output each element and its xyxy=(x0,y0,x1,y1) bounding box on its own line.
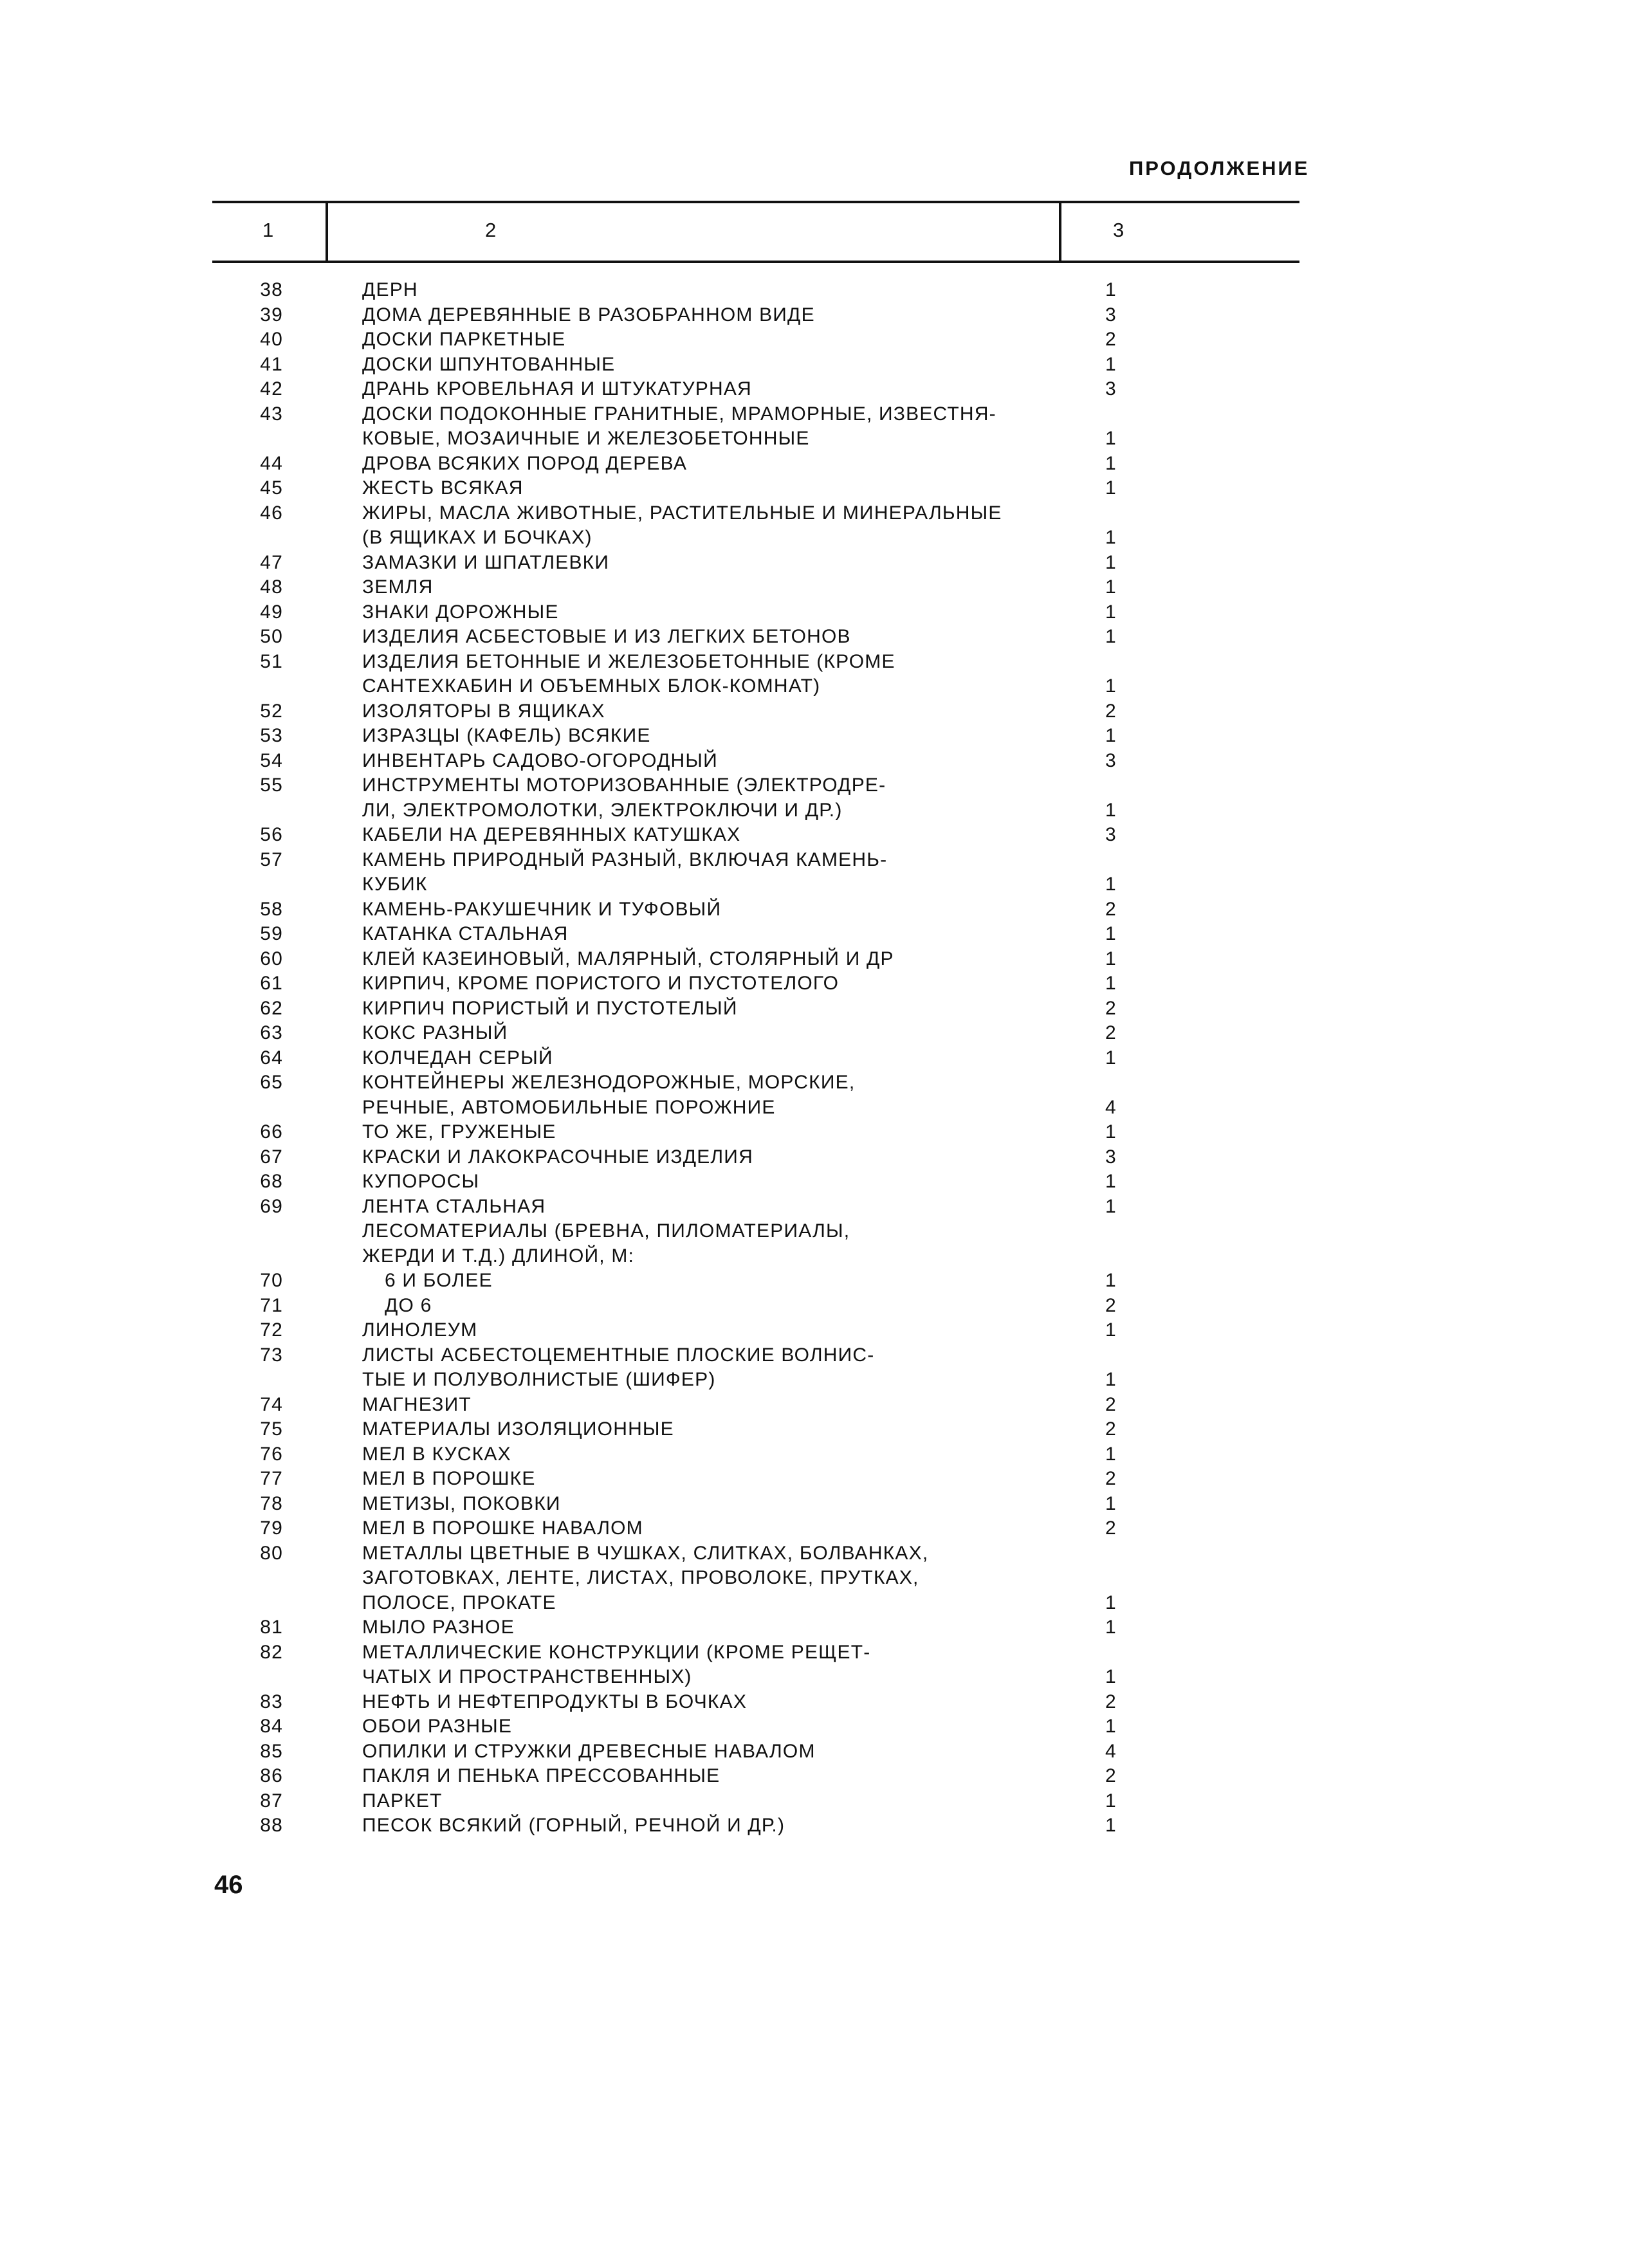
row-number: 44 xyxy=(260,452,283,474)
item-name: ИЗРАЗЦЫ (КАФЕЛЬ) ВСЯКИЕ xyxy=(362,725,651,746)
item-name: ЖИРЫ, МАСЛА ЖИВОТНЫЕ, РАСТИТЕЛЬНЫЕ И МИНЕРАЛЬНЫЕ xyxy=(362,502,1002,524)
item-name: ПОЛОСЕ, ПРОКАТЕ xyxy=(362,1591,556,1613)
row-line xyxy=(0,1789,1652,1814)
row-number: 72 xyxy=(260,1319,283,1341)
item-value: 1 xyxy=(1105,725,1117,746)
item-value: 1 xyxy=(1105,1666,1117,1687)
item-name: КОНТЕЙНЕРЫ ЖЕЛЕЗНОДОРОЖНЫЕ, МОРСКИЕ, xyxy=(362,1072,856,1093)
table-row xyxy=(0,303,1652,328)
table-body xyxy=(0,278,1652,1839)
table-row xyxy=(0,402,1652,452)
row-line xyxy=(0,1541,1652,1566)
item-value: 1 xyxy=(1105,1617,1117,1638)
table-row xyxy=(0,1813,1652,1839)
row-number: 48 xyxy=(260,576,283,598)
row-number: 79 xyxy=(260,1518,283,1539)
table-row xyxy=(0,600,1652,625)
row-line xyxy=(0,353,1652,378)
row-line xyxy=(0,476,1652,501)
item-value: 4 xyxy=(1105,1740,1117,1762)
item-name: ЛИСТЫ АСБЕСТОЦЕМЕНТНЫЕ ПЛОСКИЕ ВОЛНИС- xyxy=(362,1344,875,1366)
item-value: 1 xyxy=(1105,874,1117,895)
table-row xyxy=(0,1145,1652,1170)
row-number: 50 xyxy=(260,626,283,647)
item-name: МЕТАЛЛИЧЕСКИЕ КОНСТРУКЦИИ (КРОМЕ РЕЩЕТ- xyxy=(362,1641,871,1663)
item-value: 2 xyxy=(1105,997,1117,1019)
item-value: 1 xyxy=(1105,1121,1117,1142)
row-line xyxy=(0,526,1652,551)
row-line xyxy=(0,1813,1652,1839)
row-line xyxy=(0,1442,1652,1467)
row-line xyxy=(0,1764,1652,1789)
item-name: ДЕРН xyxy=(362,279,418,300)
item-name: ЗАГОТОВКАХ, ЛЕНТЕ, ЛИСТАХ, ПРОВОЛОКЕ, ПРУТКАХ, xyxy=(362,1567,919,1588)
item-name: ИЗОЛЯТОРЫ В ЯЩИКАХ xyxy=(362,700,605,722)
item-name: ДРОВА ВСЯКИХ ПОРОД ДЕРЕВА xyxy=(362,452,688,474)
row-number: 52 xyxy=(260,700,283,722)
item-name: МЫЛО РАЗНОЕ xyxy=(362,1617,515,1638)
table-row xyxy=(0,278,1652,303)
row-number: 58 xyxy=(260,898,283,920)
table-row xyxy=(0,476,1652,501)
row-number: 68 xyxy=(260,1171,283,1192)
item-value: 2 xyxy=(1105,898,1117,920)
item-value: 4 xyxy=(1105,1096,1117,1118)
row-number: 39 xyxy=(260,304,283,326)
item-value: 1 xyxy=(1105,477,1117,499)
item-name: ЧАТЫХ И ПРОСТРАНСТВЕННЫХ) xyxy=(362,1666,692,1687)
row-line xyxy=(0,1195,1652,1220)
table-row xyxy=(0,724,1652,749)
item-value: 1 xyxy=(1105,973,1117,994)
item-value: 1 xyxy=(1105,626,1117,647)
item-value: 1 xyxy=(1105,1443,1117,1465)
table-row xyxy=(0,1492,1652,1517)
item-value: 1 xyxy=(1105,1815,1117,1836)
table-row xyxy=(0,947,1652,972)
item-name: КОЛЧЕДАН СЕРЫЙ xyxy=(362,1047,553,1068)
item-value: 1 xyxy=(1105,1171,1117,1192)
row-line xyxy=(0,1120,1652,1145)
item-value: 1 xyxy=(1105,1492,1117,1514)
row-line xyxy=(0,1021,1652,1046)
row-number: 70 xyxy=(260,1270,283,1291)
item-name: ИЗДЕЛИЯ БЕТОННЫЕ И ЖЕЛЕЗОБЕТОННЫЕ (КРОМЕ xyxy=(362,650,895,672)
item-name: КОКС РАЗНЫЙ xyxy=(362,1022,508,1043)
row-number: 84 xyxy=(260,1716,283,1737)
row-number: 71 xyxy=(260,1294,283,1316)
table-row xyxy=(0,1541,1652,1616)
table-row xyxy=(0,1789,1652,1814)
item-value: 1 xyxy=(1105,353,1117,375)
row-line xyxy=(0,1368,1652,1393)
row-line xyxy=(0,303,1652,328)
column-header-2: 2 xyxy=(485,219,497,241)
item-name: КИРПИЧ ПОРИСТЫЙ И ПУСТОТЕЛЫЙ xyxy=(362,997,738,1019)
row-number: 86 xyxy=(260,1765,283,1786)
table-row xyxy=(0,353,1652,378)
item-name: ЗЕМЛЯ xyxy=(362,576,434,598)
table-row xyxy=(0,1690,1652,1715)
item-name: ДО 6 xyxy=(385,1294,432,1316)
row-number: 45 xyxy=(260,477,283,499)
item-name: ЖЕРДИ И Т.Д.) ДЛИНОЙ, М: xyxy=(362,1245,635,1267)
row-line xyxy=(0,1417,1652,1442)
row-line xyxy=(0,971,1652,996)
row-number: 42 xyxy=(260,378,283,399)
row-number: 47 xyxy=(260,551,283,573)
item-name: КАБЕЛИ НА ДЕРЕВЯННЫХ КАТУШКАХ xyxy=(362,824,741,845)
item-name: КОВЫЕ, МОЗАИЧНЫЕ И ЖЕЛЕЗОБЕТОННЫЕ xyxy=(362,428,810,449)
row-number: 74 xyxy=(260,1393,283,1415)
item-name: КИРПИЧ, КРОМЕ ПОРИСТОГО И ПУСТОТЕЛОГО xyxy=(362,973,840,994)
item-name: КРАСКИ И ЛАКОКРАСОЧНЫЕ ИЗДЕЛИЯ xyxy=(362,1146,753,1168)
table-row xyxy=(0,897,1652,922)
table-row xyxy=(0,1467,1652,1492)
item-name: ДОМА ДЕРЕВЯННЫЕ В РАЗОБРАННОМ ВИДЕ xyxy=(362,304,815,326)
item-name: ОБОИ РАЗНЫЕ xyxy=(362,1716,513,1737)
table-row xyxy=(0,575,1652,600)
row-line xyxy=(0,1516,1652,1541)
item-name: МЕТАЛЛЫ ЦВЕТНЫЕ В ЧУШКАХ, СЛИТКАХ, БОЛВАНКАХ, xyxy=(362,1542,929,1564)
row-number: 59 xyxy=(260,923,283,944)
column-header-3: 3 xyxy=(1113,219,1124,241)
item-name: ЛИ, ЭЛЕКТРОМОЛОТКИ, ЭЛЕКТРОКЛЮЧИ И ДР.) xyxy=(362,799,843,821)
row-line xyxy=(0,699,1652,724)
column-divider xyxy=(1059,203,1061,261)
row-line xyxy=(0,1343,1652,1368)
row-number: 55 xyxy=(260,775,283,796)
item-value: 2 xyxy=(1105,1765,1117,1786)
row-line xyxy=(0,1269,1652,1294)
item-value: 3 xyxy=(1105,749,1117,771)
row-number: 73 xyxy=(260,1344,283,1366)
column-divider xyxy=(326,203,328,261)
row-line xyxy=(0,848,1652,873)
row-line xyxy=(0,798,1652,823)
item-name: ИНВЕНТАРЬ САДОВО-ОГОРОДНЫЙ xyxy=(362,749,718,771)
item-name: КАМЕНЬ-РАКУШЕЧНИК И ТУФОВЫЙ xyxy=(362,898,722,920)
item-name: ЛИНОЛЕУМ xyxy=(362,1319,478,1341)
item-value: 1 xyxy=(1105,551,1117,573)
item-name: ДРАНЬ КРОВЕЛЬНАЯ И ШТУКАТУРНАЯ xyxy=(362,378,752,399)
item-name: МЕЛ В ПОРОШКЕ xyxy=(362,1468,536,1489)
row-line xyxy=(0,1690,1652,1715)
item-value: 1 xyxy=(1105,1047,1117,1068)
item-name: КУБИК xyxy=(362,874,428,895)
table-row xyxy=(0,1393,1652,1418)
item-name: КУПОРОСЫ xyxy=(362,1171,480,1192)
row-line xyxy=(0,1070,1652,1096)
row-line xyxy=(0,724,1652,749)
row-number: 66 xyxy=(260,1121,283,1142)
table-row xyxy=(0,501,1652,551)
row-number: 76 xyxy=(260,1443,283,1465)
table-row xyxy=(0,1615,1652,1640)
table-row xyxy=(0,1046,1652,1071)
table-row xyxy=(0,1169,1652,1195)
row-line xyxy=(0,625,1652,650)
item-name: ОПИЛКИ И СТРУЖКИ ДРЕВЕСНЫЕ НАВАЛОМ xyxy=(362,1740,816,1762)
row-number: 67 xyxy=(260,1146,283,1168)
item-name: РЕЧНЫЕ, АВТОМОБИЛЬНЫЕ ПОРОЖНИЕ xyxy=(362,1096,776,1118)
row-number: 77 xyxy=(260,1468,283,1489)
table-row xyxy=(0,996,1652,1022)
row-line xyxy=(0,1318,1652,1343)
item-value: 1 xyxy=(1105,1270,1117,1291)
row-line xyxy=(0,278,1652,303)
item-value: 1 xyxy=(1105,948,1117,969)
item-name: ЛЕНТА СТАЛЬНАЯ xyxy=(362,1195,546,1217)
row-line xyxy=(0,1566,1652,1591)
row-number: 60 xyxy=(260,948,283,969)
table-row xyxy=(0,327,1652,353)
table-row xyxy=(0,823,1652,848)
item-value: 1 xyxy=(1105,1716,1117,1737)
item-value: 1 xyxy=(1105,1195,1117,1217)
item-value: 3 xyxy=(1105,824,1117,845)
item-value: 1 xyxy=(1105,1319,1117,1341)
row-number: 65 xyxy=(260,1072,283,1093)
table-row xyxy=(0,749,1652,774)
item-value: 3 xyxy=(1105,378,1117,399)
continuation-label: ПРОДОЛЖЕНИЕ xyxy=(1129,157,1310,179)
table-row xyxy=(0,1294,1652,1319)
item-value: 3 xyxy=(1105,1146,1117,1168)
item-name: ТЫЕ И ПОЛУВОЛНИСТЫЕ (ШИФЕР) xyxy=(362,1369,716,1390)
item-name: ДОСКИ ПОДОКОННЫЕ ГРАНИТНЫЕ, МРАМОРНЫЕ, ИЗВЕСТНЯ- xyxy=(362,403,996,425)
row-line xyxy=(0,996,1652,1022)
row-line xyxy=(0,402,1652,427)
table-row xyxy=(0,1070,1652,1120)
table-row xyxy=(0,1417,1652,1442)
row-line xyxy=(0,749,1652,774)
item-name: ДОСКИ ПАРКЕТНЫЕ xyxy=(362,329,566,350)
row-line xyxy=(0,773,1652,798)
table-row xyxy=(0,1120,1652,1145)
row-line xyxy=(0,501,1652,526)
row-line xyxy=(0,1294,1652,1319)
row-line xyxy=(0,897,1652,922)
item-name: САНТЕХКАБИН И ОБЪЕМНЫХ БЛОК-КОМНАТ) xyxy=(362,675,821,697)
row-number: 64 xyxy=(260,1047,283,1068)
row-number: 54 xyxy=(260,749,283,771)
row-number: 38 xyxy=(260,279,283,300)
table-row xyxy=(0,699,1652,724)
table-row xyxy=(0,377,1652,402)
table-row xyxy=(0,625,1652,650)
item-value: 1 xyxy=(1105,452,1117,474)
row-number: 83 xyxy=(260,1691,283,1712)
row-number: 87 xyxy=(260,1790,283,1811)
item-value: 2 xyxy=(1105,1393,1117,1415)
row-line xyxy=(0,1393,1652,1418)
row-number: 41 xyxy=(260,353,283,375)
item-name: КЛЕЙ КАЗЕИНОВЫЙ, МАЛЯРНЫЙ, СТОЛЯРНЫЙ И ДР xyxy=(362,948,894,969)
row-line xyxy=(0,1739,1652,1765)
row-line xyxy=(0,452,1652,477)
item-value: 1 xyxy=(1105,576,1117,598)
row-line xyxy=(0,551,1652,576)
table-row xyxy=(0,452,1652,477)
item-value: 1 xyxy=(1105,601,1117,623)
row-line xyxy=(0,872,1652,897)
item-name: ИЗДЕЛИЯ АСБЕСТОВЫЕ И ИЗ ЛЕГКИХ БЕТОНОВ xyxy=(362,626,851,647)
row-line xyxy=(0,1145,1652,1170)
row-line xyxy=(0,922,1652,947)
row-number: 46 xyxy=(260,502,283,524)
item-value: 1 xyxy=(1105,428,1117,449)
row-number: 75 xyxy=(260,1418,283,1440)
row-line xyxy=(0,947,1652,972)
table-row xyxy=(0,773,1652,823)
item-value: 1 xyxy=(1105,279,1117,300)
table-row xyxy=(0,1516,1652,1541)
row-line xyxy=(0,1591,1652,1616)
item-value: 2 xyxy=(1105,329,1117,350)
row-line xyxy=(0,377,1652,402)
item-name: МЕТИЗЫ, ПОКОВКИ xyxy=(362,1492,561,1514)
row-line xyxy=(0,1244,1652,1269)
table-row xyxy=(0,1640,1652,1690)
row-line xyxy=(0,1467,1652,1492)
row-number: 88 xyxy=(260,1815,283,1836)
item-value: 2 xyxy=(1105,1691,1117,1712)
item-name: ЛЕСОМАТЕРИАЛЫ (БРЕВНА, ПИЛОМАТЕРИАЛЫ, xyxy=(362,1220,850,1242)
item-name: НЕФТЬ И НЕФТЕПРОДУКТЫ В БОЧКАХ xyxy=(362,1691,748,1712)
item-value: 2 xyxy=(1105,700,1117,722)
item-value: 1 xyxy=(1105,923,1117,944)
item-value: 3 xyxy=(1105,304,1117,326)
item-value: 2 xyxy=(1105,1418,1117,1440)
row-line xyxy=(0,823,1652,848)
table-row xyxy=(0,1195,1652,1220)
item-name: ЖЕСТЬ ВСЯКАЯ xyxy=(362,477,524,499)
item-name: МАТЕРИАЛЫ ИЗОЛЯЦИОННЫЕ xyxy=(362,1418,674,1440)
item-value: 1 xyxy=(1105,1369,1117,1390)
item-value: 2 xyxy=(1105,1022,1117,1043)
row-number: 53 xyxy=(260,725,283,746)
table-row xyxy=(0,1343,1652,1393)
row-number: 57 xyxy=(260,848,283,870)
page-number: 46 xyxy=(214,1871,243,1899)
table-row xyxy=(0,551,1652,576)
item-value: 1 xyxy=(1105,799,1117,821)
item-value: 2 xyxy=(1105,1294,1117,1316)
item-name: ЗАМАЗКИ И ШПАТЛЕВКИ xyxy=(362,551,610,573)
table-header-rule xyxy=(212,261,1299,263)
item-name: ПАКЛЯ И ПЕНЬКА ПРЕССОВАННЫЕ xyxy=(362,1765,720,1786)
row-line xyxy=(0,674,1652,699)
row-line xyxy=(0,650,1652,675)
table-row xyxy=(0,1318,1652,1343)
table-row xyxy=(0,971,1652,996)
item-name: ИНСТРУМЕНТЫ МОТОРИЗОВАННЫЕ (ЭЛЕКТРОДРЕ- xyxy=(362,775,886,796)
table-row xyxy=(0,1442,1652,1467)
item-name: МЕЛ В ПОРОШКЕ НАВАЛОМ xyxy=(362,1518,643,1539)
row-number: 69 xyxy=(260,1195,283,1217)
row-line xyxy=(0,600,1652,625)
item-name: КАТАНКА СТАЛЬНАЯ xyxy=(362,923,569,944)
row-line xyxy=(0,575,1652,600)
row-line xyxy=(0,1219,1652,1244)
row-line xyxy=(0,1046,1652,1071)
row-line xyxy=(0,1615,1652,1640)
item-value: 1 xyxy=(1105,1591,1117,1613)
table-row xyxy=(0,1714,1652,1739)
row-number: 40 xyxy=(260,329,283,350)
item-name: ПАРКЕТ xyxy=(362,1790,443,1811)
row-line xyxy=(0,1714,1652,1739)
row-number: 78 xyxy=(260,1492,283,1514)
item-name: МАГНЕЗИТ xyxy=(362,1393,472,1415)
row-line xyxy=(0,426,1652,452)
table-row xyxy=(0,848,1652,897)
row-number: 82 xyxy=(260,1641,283,1663)
item-name: ДОСКИ ШПУНТОВАННЫЕ xyxy=(362,353,616,375)
table-row xyxy=(0,1764,1652,1789)
row-number: 56 xyxy=(260,824,283,845)
row-line xyxy=(0,1169,1652,1195)
table-row xyxy=(0,650,1652,699)
item-name: (В ЯЩИКАХ И БОЧКАХ) xyxy=(362,527,592,548)
table-row xyxy=(0,1269,1652,1294)
row-number: 43 xyxy=(260,403,283,425)
item-name: ТО ЖЕ, ГРУЖЕНЫЕ xyxy=(362,1121,556,1142)
row-number: 62 xyxy=(260,997,283,1019)
table-row xyxy=(0,922,1652,947)
item-name: МЕЛ В КУСКАХ xyxy=(362,1443,511,1465)
table-row xyxy=(0,1739,1652,1765)
item-name: КАМЕНЬ ПРИРОДНЫЙ РАЗНЫЙ, ВКЛЮЧАЯ КАМЕНЬ- xyxy=(362,848,888,870)
item-value: 1 xyxy=(1105,675,1117,697)
row-line xyxy=(0,1640,1652,1665)
item-name: 6 И БОЛЕЕ xyxy=(385,1270,493,1291)
item-name: ПЕСОК ВСЯКИЙ (ГОРНЫЙ, РЕЧНОЙ И ДР.) xyxy=(362,1815,785,1836)
table-top-rule xyxy=(212,201,1299,203)
row-number: 81 xyxy=(260,1617,283,1638)
row-number: 80 xyxy=(260,1542,283,1564)
row-line xyxy=(0,1096,1652,1121)
item-value: 2 xyxy=(1105,1468,1117,1489)
item-value: 1 xyxy=(1105,1790,1117,1811)
row-number: 61 xyxy=(260,973,283,994)
item-value: 1 xyxy=(1105,527,1117,548)
item-name: ЗНАКИ ДОРОЖНЫЕ xyxy=(362,601,559,623)
row-number: 51 xyxy=(260,650,283,672)
table-row xyxy=(0,1021,1652,1046)
row-line xyxy=(0,1492,1652,1517)
row-number: 85 xyxy=(260,1740,283,1762)
row-line xyxy=(0,327,1652,353)
row-line xyxy=(0,1665,1652,1690)
row-number: 49 xyxy=(260,601,283,623)
table-row xyxy=(0,1219,1652,1269)
row-number: 63 xyxy=(260,1022,283,1043)
column-header-1: 1 xyxy=(262,219,274,241)
item-value: 2 xyxy=(1105,1518,1117,1539)
